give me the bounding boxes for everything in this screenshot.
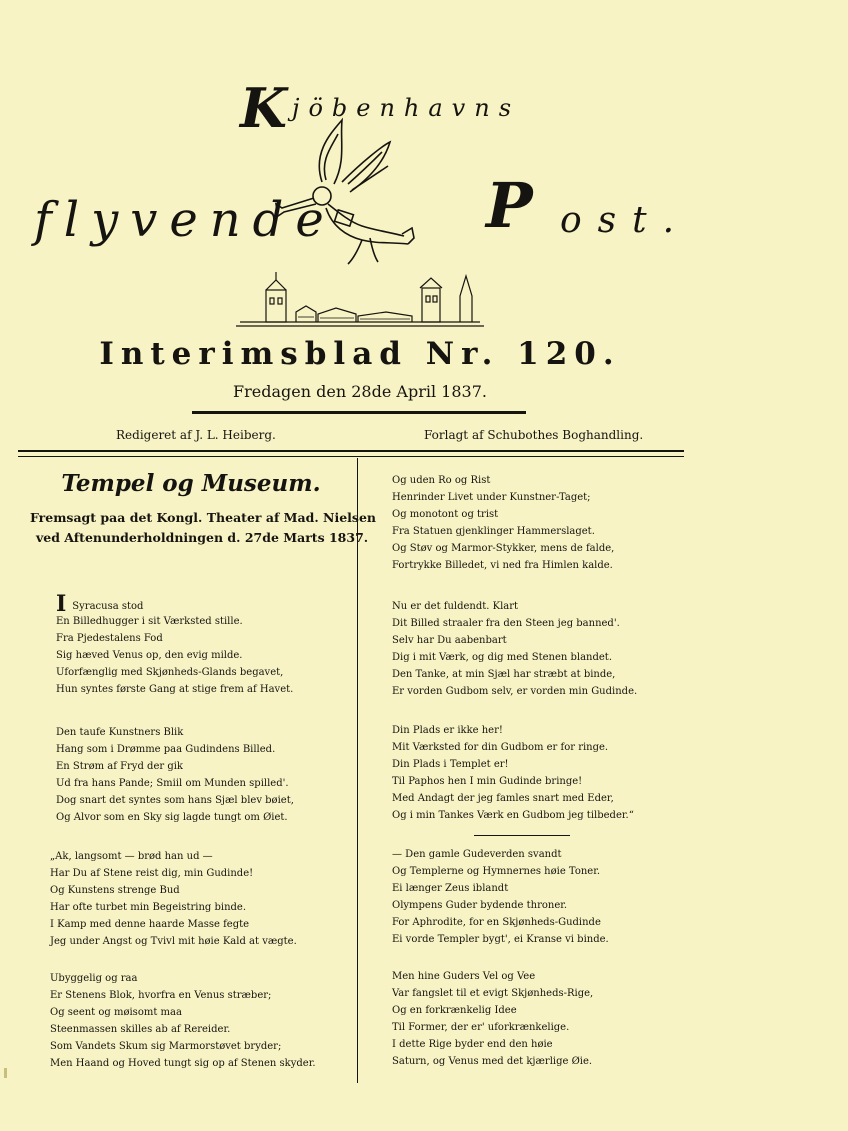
poem-line: Med Andagt der jeg famles snart med Eder,	[392, 793, 614, 804]
poem-line: En Strøm af Fryd der gik	[56, 761, 183, 772]
publisher-credit: Forlagt af Schubothes Boghandling.	[424, 428, 644, 442]
poem-line: Din Plads i Templet er!	[392, 759, 509, 770]
poem-line: „Ak, langsomt — brød han ud —	[50, 851, 213, 862]
poem-line: Som Vandets Skum sig Marmorstøvet bryder;	[50, 1041, 282, 1052]
stanza-divider-rule	[474, 835, 570, 836]
poem-line: Ei vorde Templer bygt', ei Kranse vi binde.	[392, 934, 609, 945]
poem-line: Og Kunstens strenge Bud	[50, 885, 180, 896]
poem-stanza-right-3	[392, 722, 634, 824]
poem-line: Uforfænglig med Skjønheds-Glands begavet,	[56, 667, 284, 678]
poem-line: Var fangslet til et evigt Skjønheds-Rige,	[392, 988, 594, 999]
poem-line: Dit Billed straaler fra den Steen jeg banned'.	[392, 618, 620, 629]
poem-line: Dog snart det syntes som hans Sjæl blev bøiet,	[56, 795, 294, 806]
masthead-word-kjobenhavns: jöbenhavns	[292, 94, 521, 122]
column-divider-rule	[357, 458, 358, 1083]
poem-line: Olympens Guder bydende throner.	[392, 900, 568, 911]
city-skyline-illustration	[236, 272, 484, 330]
poem-stanza-right-1	[392, 472, 614, 574]
article-subtitle-line-2: ved Aftenunderholdningen d. 27de Marts 1837.	[36, 530, 369, 545]
page-edge-mark	[4, 1068, 7, 1078]
poem-line: Dig i mit Værk, og dig med Stenen blandet.	[392, 652, 612, 663]
poem-line: I Syracusa stod	[56, 591, 144, 617]
poem-line: Og uden Ro og Rist	[392, 475, 491, 486]
poem-stanza-right-2	[392, 598, 637, 700]
poem-line: Din Plads er ikke her!	[392, 725, 503, 736]
poem-line: Den taufe Kunstners Blik	[56, 727, 184, 738]
masthead-initial-k: K	[240, 76, 287, 140]
poem-line: Selv har Du aabenbart	[392, 635, 507, 646]
poem-line: Fortrykke Billedet, vi ned fra Himlen kalde.	[392, 560, 613, 571]
poem-line: Og en forkrænkelig Idee	[392, 1005, 517, 1016]
poem-stanza-right-4	[392, 846, 609, 948]
poem-line: Henrinder Livet under Kunstner-Taget;	[392, 492, 591, 503]
poem-line: Men hine Guders Vel og Vee	[392, 971, 536, 982]
poem-line: Nu er det fuldendt. Klart	[392, 601, 519, 612]
masthead-double-rule	[18, 450, 684, 457]
poem-line: Har Du af Stene reist dig, min Gudinde!	[50, 868, 254, 879]
poem-line: Og Templerne og Hymnernes høie Toner.	[392, 866, 601, 877]
article-title: Tempel og Museum.	[61, 470, 321, 497]
masthead-word-flyvende: flyvende	[34, 192, 336, 248]
header-rule	[192, 411, 526, 414]
poem-line: Er vorden Gudbom selv, er vorden min Gudinde.	[392, 686, 638, 697]
poem-line: Fra Pjedestalens Fod	[56, 633, 163, 644]
poem-line: Hang som i Drømme paa Gudindens Billed.	[56, 744, 276, 755]
poem-line: En Billedhugger i sit Værksted stille.	[56, 616, 243, 627]
masthead-initial-p: P	[486, 169, 533, 242]
poem-line: Og monotont og trist	[392, 509, 499, 520]
issue-title: Interimsblad Nr. 120.	[99, 336, 621, 372]
poem-line: Sig hæved Venus op, den evig milde.	[56, 650, 243, 661]
poem-line: Til Former, der er' uforkrænkelige.	[392, 1022, 570, 1033]
poem-line: Men Haand og Hoved tungt sig op af Stenen skyder.	[50, 1058, 316, 1069]
poem-stanza-right-5	[392, 968, 593, 1070]
poem-line: Ubyggelig og raa	[50, 973, 138, 984]
poem-line: Saturn, og Venus med det kjærlige Øie.	[392, 1056, 593, 1067]
poem-dropcap: I	[56, 591, 67, 617]
poem-line: Har ofte turbet min Begeistring binde.	[50, 902, 247, 913]
poem-line: Jeg under Angst og Tvivl mit høie Kald at vægte.	[50, 936, 297, 947]
poem-line: Og Alvor som en Sky sig lagde tungt om Øiet.	[56, 812, 288, 823]
editor-credit: Redigeret af J. L. Heiberg.	[116, 428, 276, 442]
poem-line: Fra Statuen gjenklinger Hammerslaget.	[392, 526, 595, 537]
angel-trumpet-illustration	[262, 112, 422, 272]
poem-line: Den Tanke, at min Sjæl har stræbt at binde,	[392, 669, 616, 680]
poem-stanza-left-3	[50, 848, 297, 950]
poem-line: Til Paphos hen I min Gudinde bringe!	[392, 776, 583, 787]
masthead-word-post: ost.	[560, 200, 691, 241]
poem-line: Ei længer Zeus iblandt	[392, 883, 509, 894]
poem-line: Steenmassen skilles ab af Rereider.	[50, 1024, 231, 1035]
poem-line: Mit Værksted for din Gudbom er for ringe.	[392, 742, 609, 753]
poem-stanza-left-1	[56, 591, 294, 698]
article-subtitle-line-1: Fremsagt paa det Kongl. Theater af Mad. Nielsen	[30, 510, 377, 525]
poem-line: Og i min Tankes Værk en Gudbom jeg tilbeder.“	[392, 810, 634, 821]
poem-line: — Den gamle Gudeverden svandt	[392, 849, 562, 860]
poem-line: Er Stenens Blok, hvorfra en Venus stræber;	[50, 990, 272, 1001]
poem-line: I Kamp med denne haarde Masse fegte	[50, 919, 250, 930]
poem-line: Og Støv og Marmor-Stykker, mens de falde,	[392, 543, 615, 554]
poem-line: Og seent og møisomt maa	[50, 1007, 182, 1018]
poem-line: I dette Rige byder end den høie	[392, 1039, 553, 1050]
poem-stanza-left-2	[56, 724, 294, 826]
poem-line: For Aphrodite, for en Skjønheds-Gudinde	[392, 917, 601, 928]
issue-date: Fredagen den 28de April 1837.	[233, 382, 487, 401]
poem-line: Ud fra hans Pande; Smiil om Munden spilled'.	[56, 778, 289, 789]
poem-line: Hun syntes første Gang at stige frem af Havet.	[56, 684, 294, 695]
poem-stanza-left-4	[50, 970, 316, 1072]
